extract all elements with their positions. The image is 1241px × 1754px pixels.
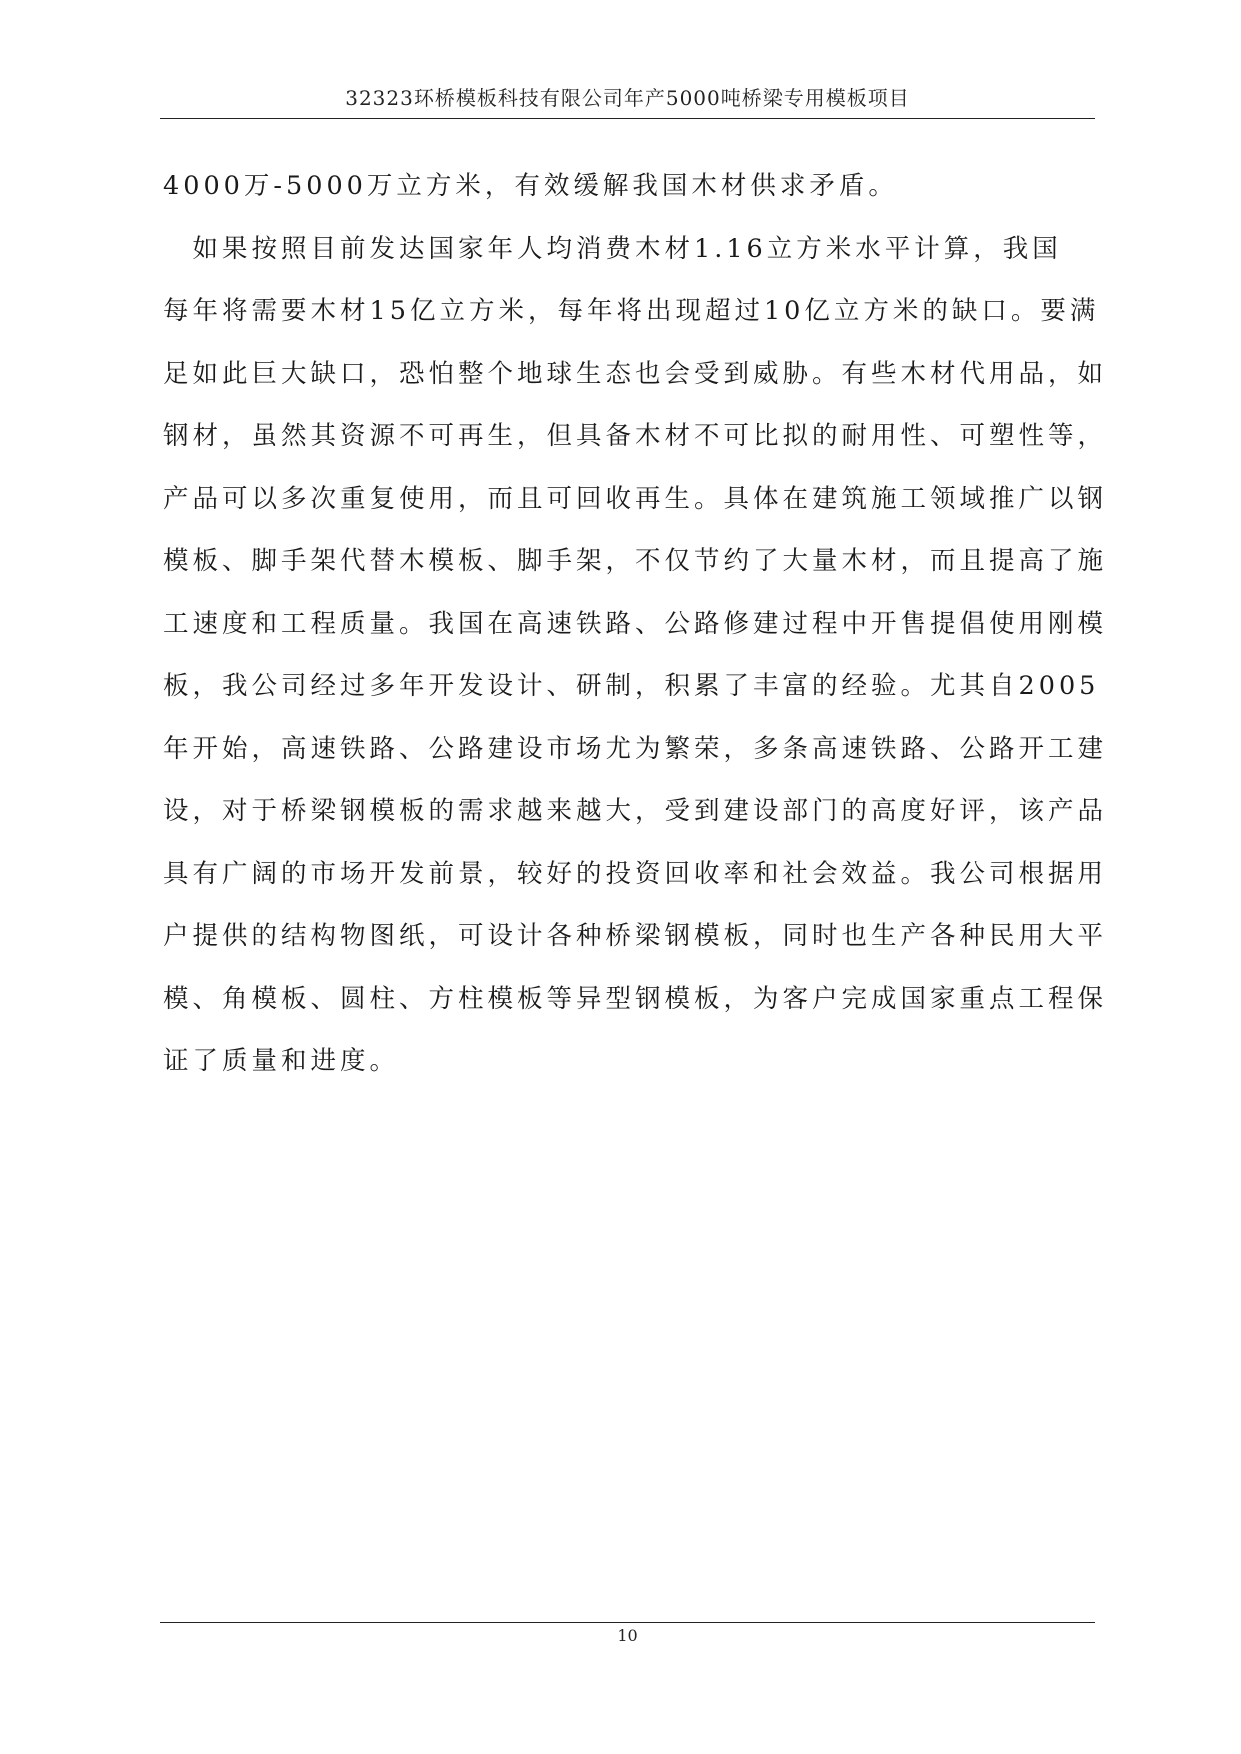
paragraph-line: 每年将需要木材15亿立方米，每年将出现超过10亿立方米的缺口。要满 bbox=[163, 296, 1100, 326]
paragraph-line: 模板、脚手架代替木模板、脚手架，不仅节约了大量木材，而且提高了施 bbox=[163, 546, 1108, 576]
paragraph-line: 产品可以多次重复使用，而且可回收再生。具体在建筑施工领域推广以钢 bbox=[163, 483, 1108, 514]
paragraph-line: 设，对于桥梁钢模板的需求越来越大，受到建设部门的高度好评，该产品 bbox=[163, 796, 1108, 826]
paragraph-line: 板，我公司经过多年开发设计、研制，积累了丰富的经验。尤其自2005 bbox=[163, 671, 1100, 701]
paragraph-line: 工速度和工程质量。我国在高速铁路、公路修建过程中开售提倡使用刚模 bbox=[163, 608, 1108, 639]
paragraph-line: 户提供的结构物图纸，可设计各种桥梁钢模板，同时也生产各种民用大平 bbox=[163, 921, 1108, 951]
footer-divider bbox=[160, 1622, 1095, 1623]
page-header-title: 32323环桥模板科技有限公司年产5000吨桥梁专用模板项目 bbox=[345, 86, 910, 110]
paragraph-line: 具有广阔的市场开发前景，较好的投资回收率和社会效益。我公司根据用 bbox=[163, 858, 1108, 889]
header-divider bbox=[160, 118, 1095, 119]
paragraph-line: 年开始，高速铁路、公路建设市场尤为繁荣，多条高速铁路、公路开工建 bbox=[163, 733, 1108, 764]
paragraph-line: 模、角模板、圆柱、方柱模板等异型钢模板，为客户完成国家重点工程保 bbox=[163, 983, 1108, 1014]
body-text bbox=[163, 171, 1108, 1110]
paragraph-line: 证了质量和进度。 bbox=[163, 1046, 400, 1076]
page-number: 10 bbox=[617, 1626, 638, 1645]
paragraph-line: 4000万-5000万立方米，有效缓解我国木材供求矛盾。 bbox=[163, 171, 898, 201]
paragraph-line: 足如此巨大缺口，恐怕整个地球生态也会受到威胁。有些木材代用品，如 bbox=[163, 358, 1108, 389]
paragraph-line: 如果按照目前发达国家年人均消费木材1.16立方米水平计算，我国 bbox=[163, 233, 1062, 264]
paragraph-line: 钢材，虽然其资源不可再生，但具备木材不可比拟的耐用性、可塑性等， bbox=[163, 421, 1108, 451]
